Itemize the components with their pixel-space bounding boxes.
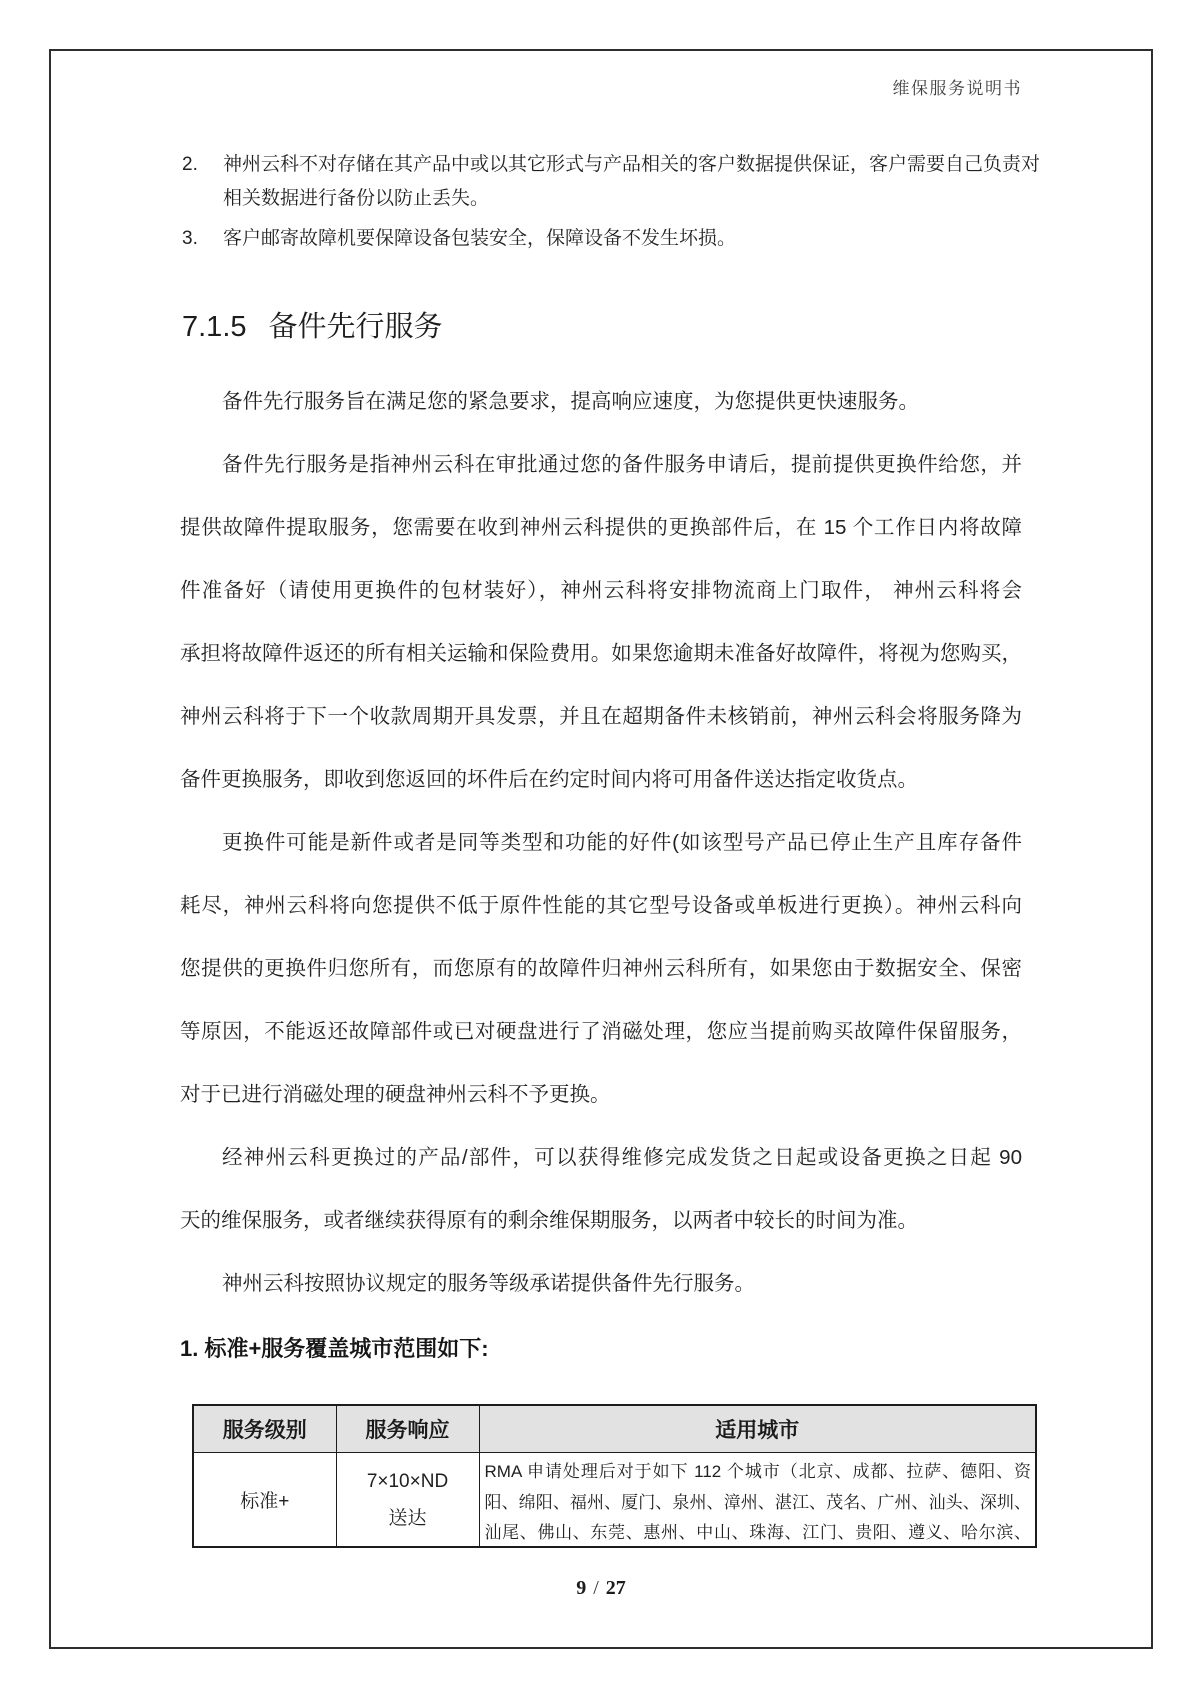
list-item-number: 2. (182, 154, 198, 175)
paragraph-line: 神州云科按照协议规定的服务等级承诺提供备件先行服务。 (222, 1272, 755, 1295)
section-heading (182, 308, 443, 346)
list-item-text (223, 148, 1040, 216)
paragraph-line: 件准备好（请使用更换件的包材装好），神州云科将安排物流商上门取件， 神州云科将会 (180, 579, 1022, 602)
paragraph-line: 您提供的更换件归您所有，而您原有的故障件归神州云科所有，如果您由于数据安全、保密 (180, 957, 1022, 980)
list-item-number: 3. (182, 228, 198, 249)
paragraph-line: 等原因，不能返还故障部件或已对硬盘进行了消磁处理，您应当提前购买故障件保留服务， (180, 1020, 1022, 1043)
paragraph-line: 耗尽，神州云科将向您提供不低于原件性能的其它型号设备或单板进行更换）。神州云科向 (180, 894, 1022, 917)
page-number-total: 27 (605, 1577, 626, 1599)
list-item-line: 神州云科不对存储在其产品中或以其它形式与产品相关的客户数据提供保证，客户需要自己负责对 (223, 154, 1041, 175)
paragraph-line: 对于已进行消磁处理的硬盘神州云科不予更换。 (180, 1083, 611, 1106)
paragraph (180, 433, 1022, 811)
city-list-line: RMA 申请处理后对于如下 112 个城市（北京、成都、拉萨、德阳、资 (484, 1462, 1031, 1481)
cell-applicable-cities (479, 1453, 1036, 1548)
paragraph (180, 1126, 1022, 1252)
service-response-line: 7×10×ND (366, 1470, 449, 1492)
paragraph-line: 经神州云科更换过的产品/部件，可以获得维修完成发货之日起或设备更换之日起 90 (222, 1146, 1022, 1169)
paragraph (180, 811, 1022, 1126)
list-item-line: 相关数据进行备份以防止丢失。 (223, 188, 490, 209)
city-list-line: 阳、绵阳、福州、厦门、泉州、漳州、湛江、茂名、广州、汕头、深圳、 (484, 1492, 1031, 1512)
list-item (182, 222, 988, 256)
cell-service-response (336, 1453, 479, 1548)
document-header-title: 维保服务说明书 (892, 79, 1022, 98)
paragraph-line: 提供故障件提取服务，您需要在收到神州云科提供的更换部件后，在 15 个工作日内将故障 (180, 516, 1022, 539)
page-number-separator: / (593, 1577, 599, 1599)
list-item-text (223, 222, 988, 256)
body-paragraphs (180, 370, 1022, 1315)
cell-service-level: 标准+ (193, 1453, 336, 1548)
list-item (182, 148, 1041, 216)
col-header-applicable-cities: 适用城市 (479, 1405, 1036, 1453)
section-number: 7.1.5 (182, 311, 247, 343)
cities-text (485, 1457, 1032, 1546)
section-title: 备件先行服务 (268, 311, 443, 343)
table-header-row (193, 1405, 1036, 1453)
paragraph (180, 370, 1022, 433)
paragraph-line: 备件先行服务是指神州云科在审批通过您的备件服务申请后，提前提供更换件给您，并 (222, 453, 1022, 476)
col-header-service-response: 服务响应 (336, 1405, 479, 1453)
paragraph-line: 神州云科将于下一个收款周期开具发票，并且在超期备件未核销前，神州云科会将服务降为 (180, 705, 1022, 728)
paragraph (180, 1252, 1022, 1315)
col-header-service-level: 服务级别 (193, 1405, 336, 1453)
page-number (180, 1577, 1022, 1600)
city-list-line: 汕尾、佛山、东莞、惠州、中山、珠海、江门、贵阳、遵义、哈尔滨、 (484, 1523, 1031, 1542)
list-item-line: 客户邮寄故障机要保障设备包装安全，保障设备不发生坏损。 (223, 228, 737, 249)
page-number-current: 9 (576, 1577, 587, 1599)
paragraph-line: 备件先行服务旨在满足您的紧急要求，提高响应速度，为您提供更快速服务。 (222, 390, 919, 413)
coverage-subheading: 1. 标准+服务覆盖城市范围如下: (180, 1336, 489, 1361)
paragraph-line: 天的维保服务，或者继续获得原有的剩余维保期服务，以两者中较长的时间为准。 (180, 1209, 918, 1232)
numbered-list (182, 148, 1041, 262)
service-response-line: 送达 (388, 1507, 427, 1529)
paragraph-line: 备件更换服务，即收到您返回的坏件后在约定时间内将可用备件送达指定收货点。 (180, 768, 918, 791)
service-coverage-table (192, 1404, 1037, 1548)
paragraph-line: 承担将故障件返还的所有相关运输和保险费用。如果您逾期未准备好故障件，将视为您购买， (180, 642, 1022, 665)
paragraph-line: 更换件可能是新件或者是同等类型和功能的好件(如该型号产品已停止生产且库存备件 (222, 831, 1022, 854)
table-row (193, 1453, 1036, 1548)
